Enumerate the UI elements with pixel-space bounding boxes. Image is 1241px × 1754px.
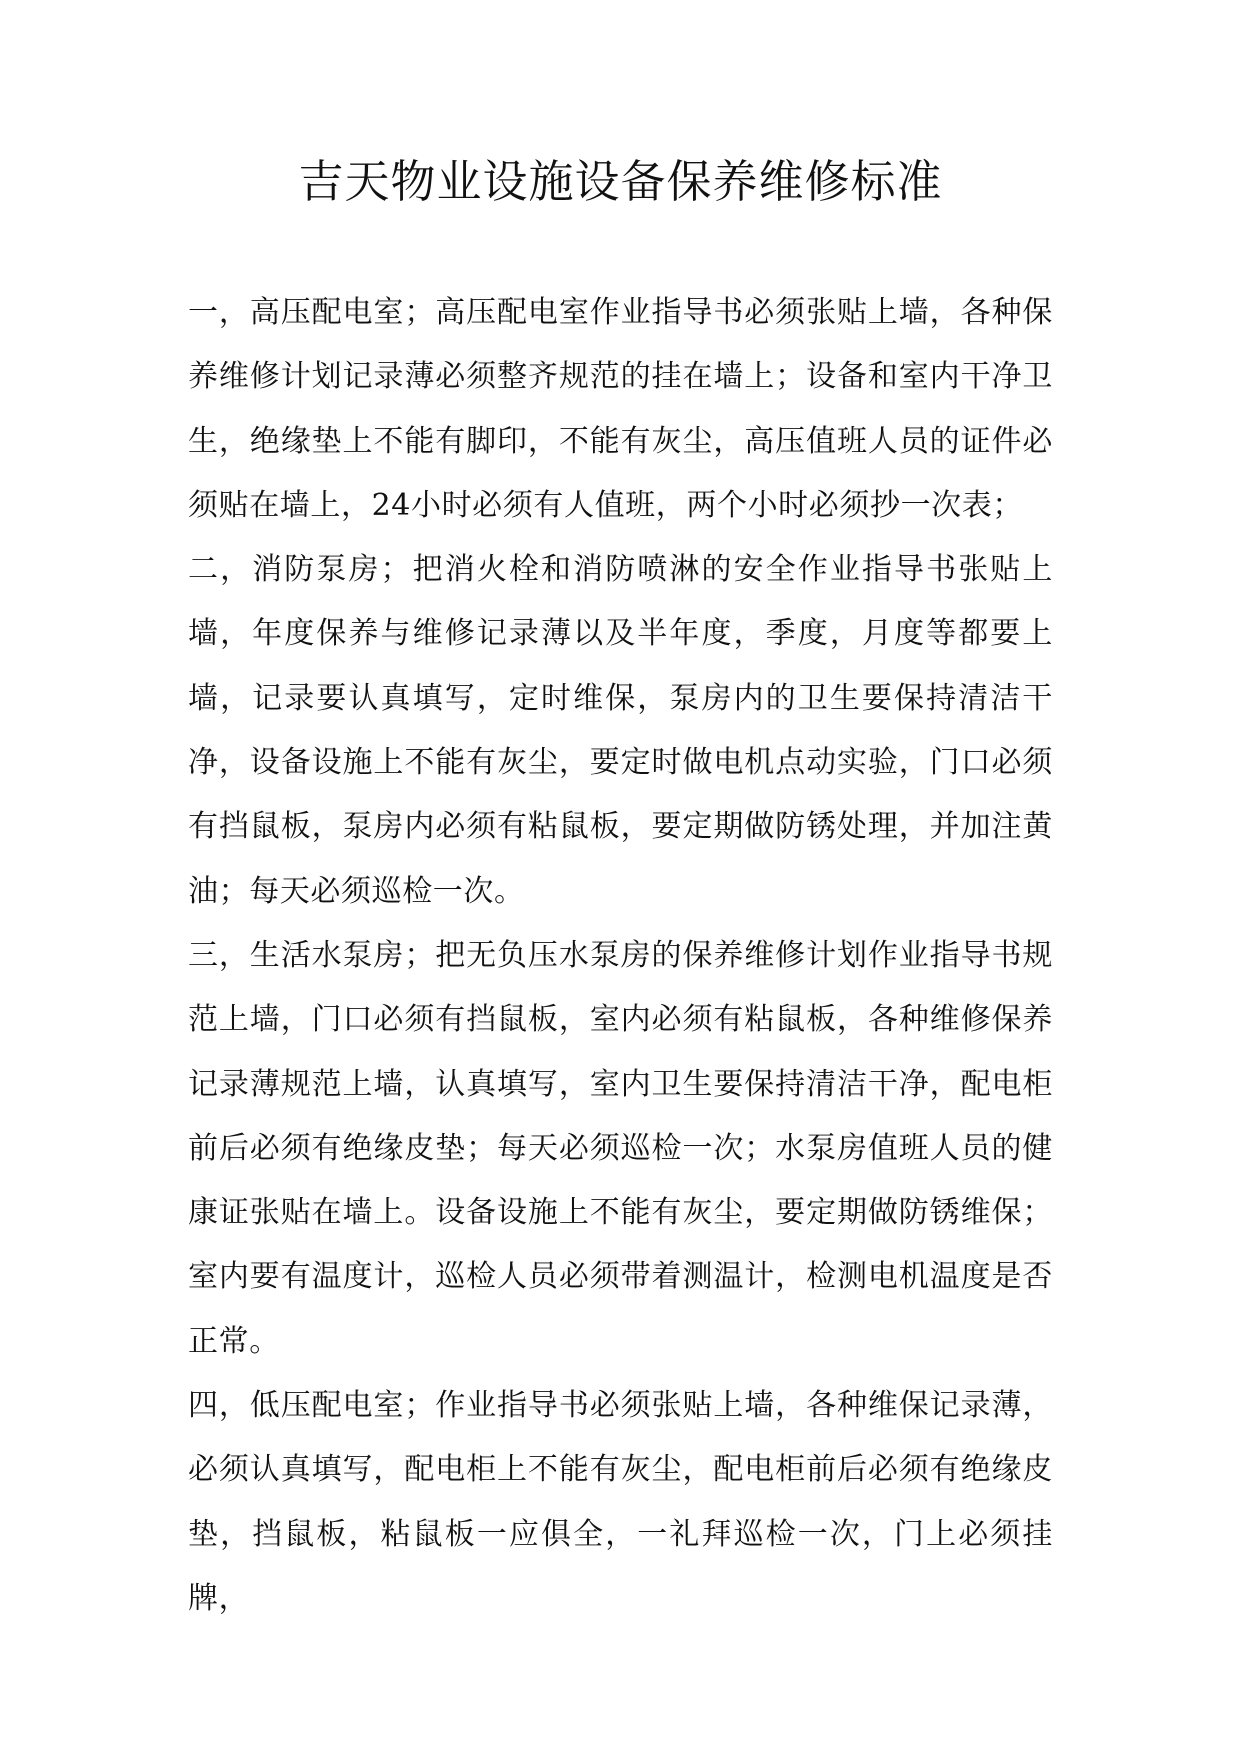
document-body xyxy=(188,281,1053,1631)
paragraph-high-voltage-room: 一，高压配电室；高压配电室作业指导书必须张贴上墙，各种保养维修计划记录薄必须整齐规范的挂在墙上；设备和室内干净卫生，绝缘垫上不能有脚印，不能有灰尘，高压值班人员的证件必须贴在墙上，24小时必须有人值班，两个小时必须抄一次表； xyxy=(188,295,1053,523)
paragraph-fire-pump-room: 二，消防泵房；把消火栓和消防喷淋的安全作业指导书张贴上墙，年度保养与维修记录薄以及半年度，季度，月度等都要上墙，记录要认真填写，定时维保，泵房内的卫生要保持清洁干净，设备设施上不能有灰尘，要定时做电机点动实验，门口必须有挡鼠板，泵房内必须有粘鼠板，要定期做防锈处理，并加注黄油；每天必须巡检一次。 xyxy=(188,552,1053,909)
paragraph-domestic-water-pump-room: 三，生活水泵房；把无负压水泵房的保养维修计划作业指导书规范上墙，门口必须有挡鼠板，室内必须有粘鼠板，各种维修保养记录薄规范上墙，认真填写，室内卫生要保持清洁干净，配电柜前后必须有绝缘皮垫；每天必须巡检一次；水泵房值班人员的健康证张贴在墙上。设备设施上不能有灰尘，要定期做防锈维保；室内要有温度计，巡检人员必须带着测温计，检测电机温度是否正常。 xyxy=(188,937,1053,1359)
paragraph-low-voltage-room: 四，低压配电室；作业指导书必须张贴上墙，各种维保记录薄，必须认真填写，配电柜上不能有灰尘，配电柜前后必须有绝缘皮垫，挡鼠板，粘鼠板一应俱全，一礼拜巡检一次，门上必须挂牌， xyxy=(188,1388,1053,1616)
document-title: 吉天物业设施设备保养维修标准 xyxy=(298,155,943,208)
